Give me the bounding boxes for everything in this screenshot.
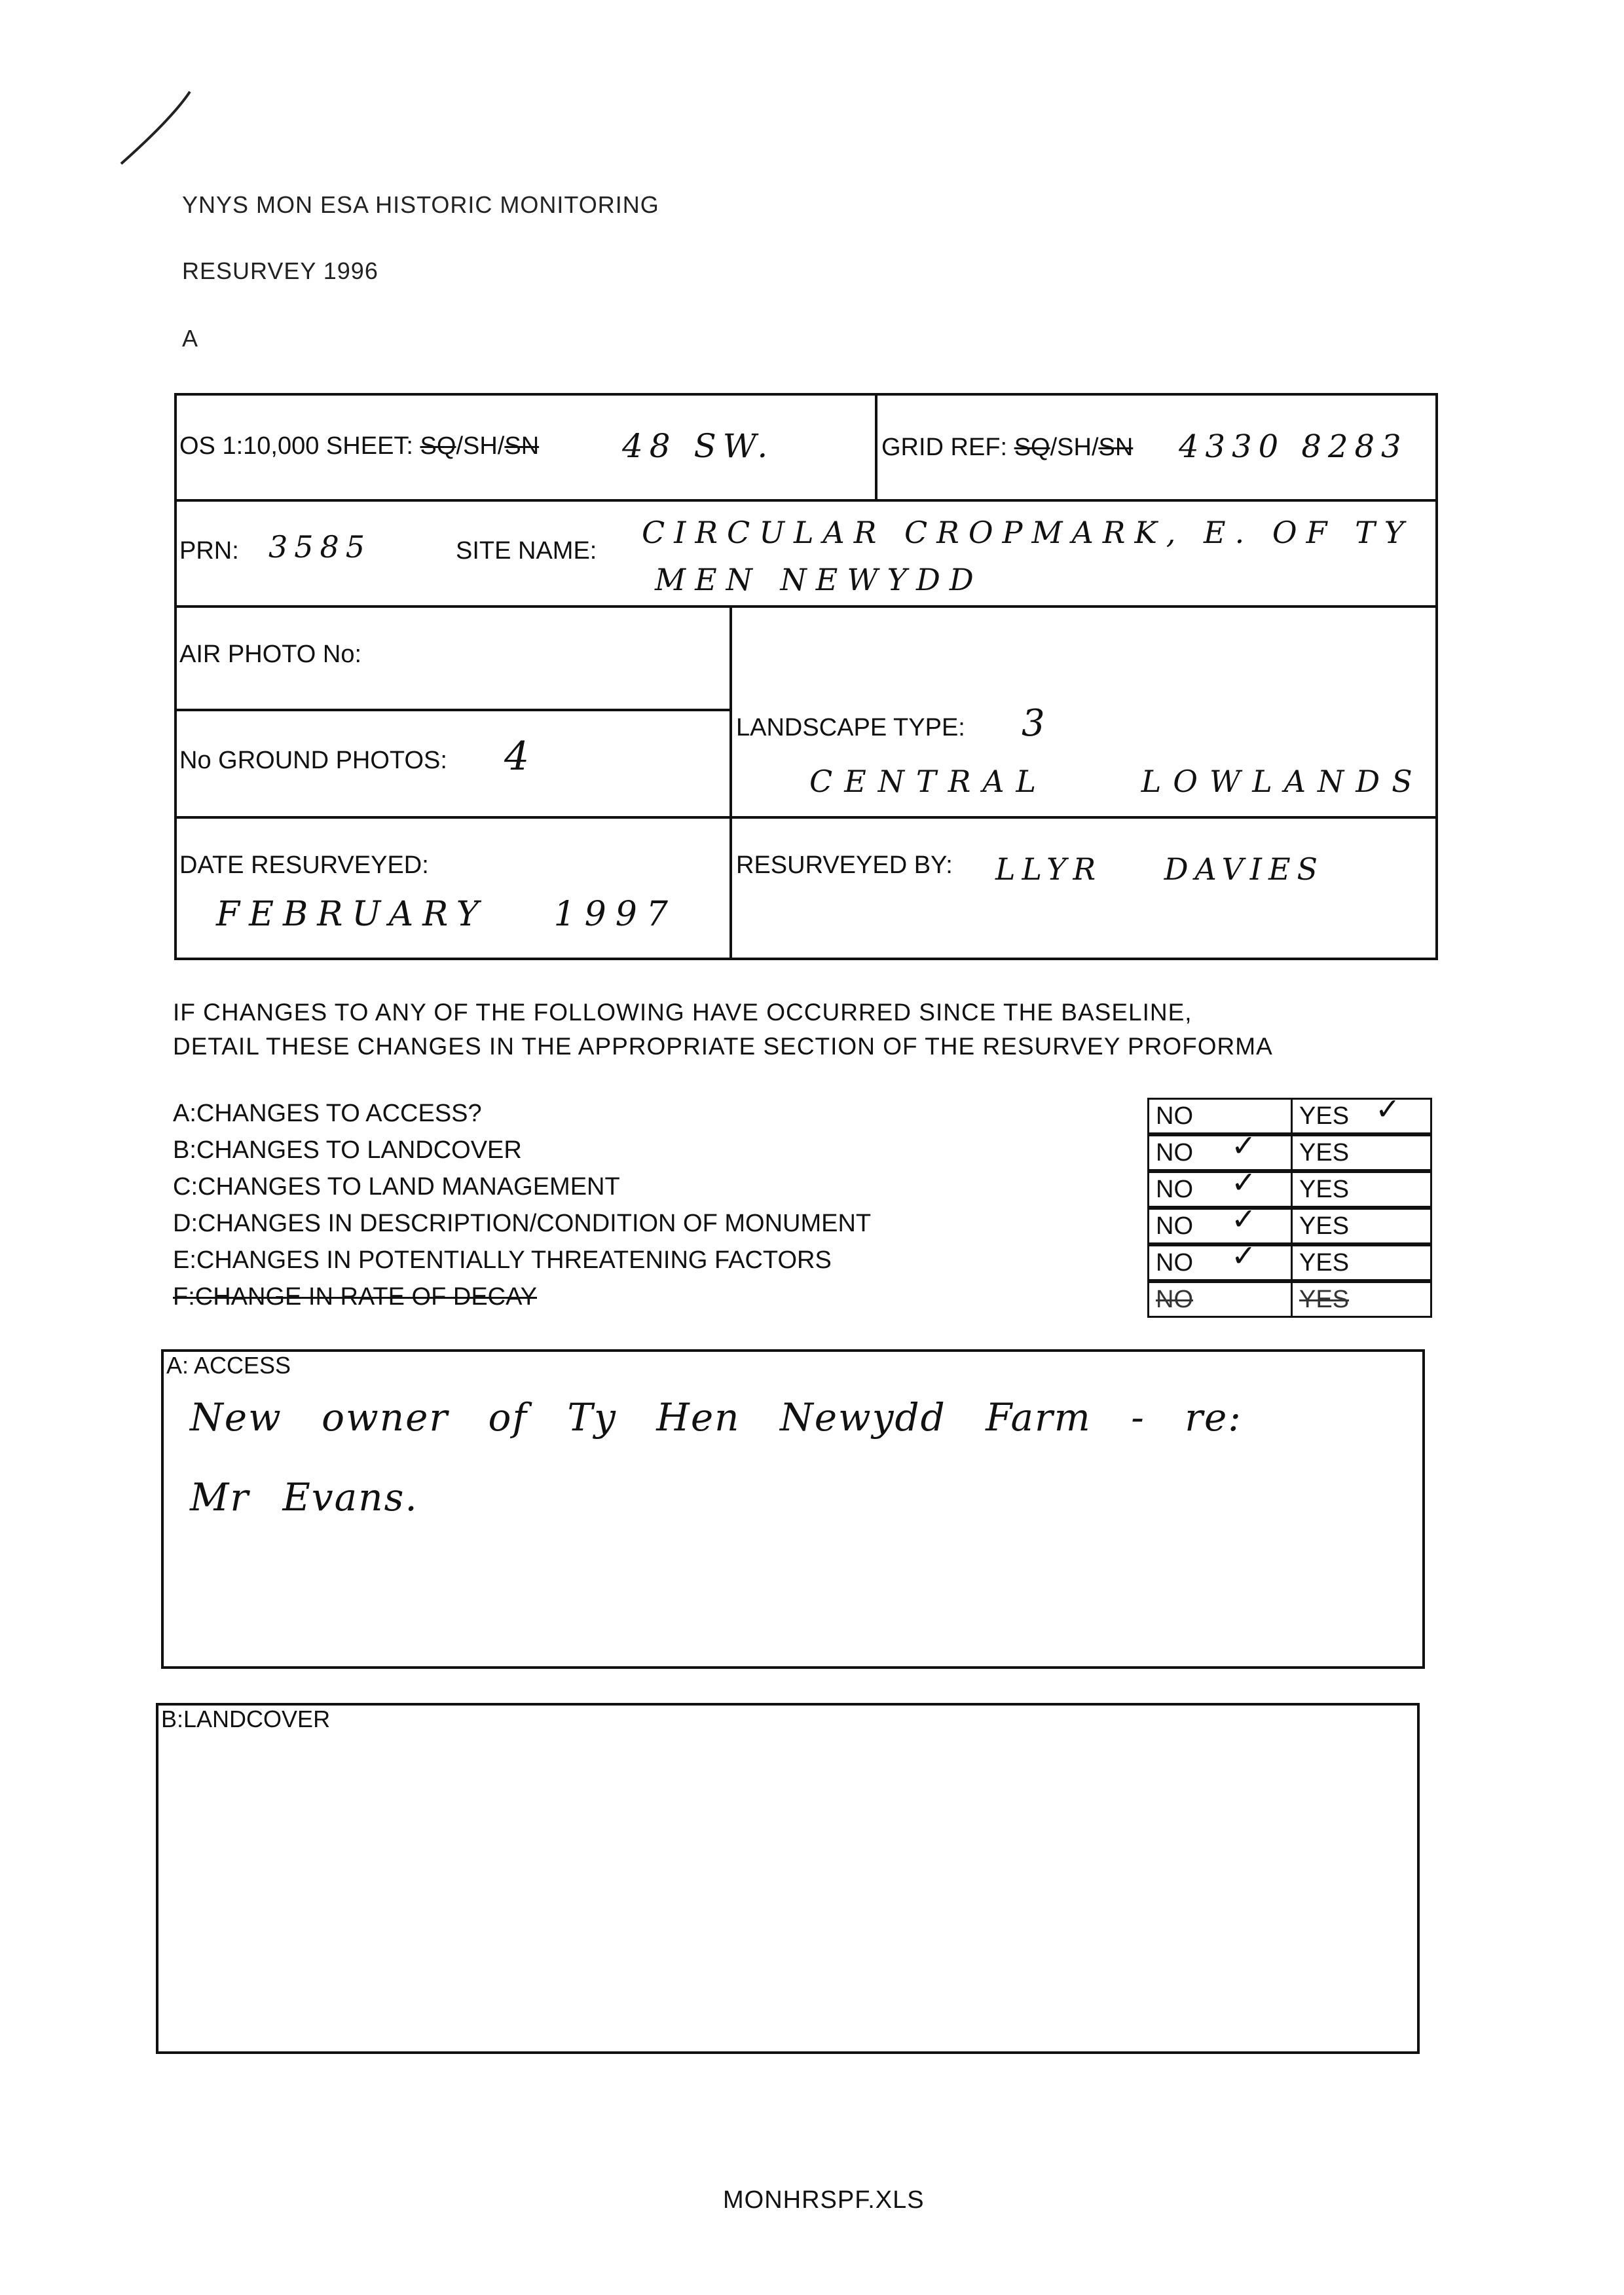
os-sheet-value: 48 SW. xyxy=(622,427,775,465)
instructions-line-1: IF CHANGES TO ANY OF THE FOLLOWING HAVE OCCURRED SINCE THE BASELINE, xyxy=(173,999,1192,1026)
site-name-line-1: CIRCULAR CROPMARK, E. OF TY xyxy=(642,515,1414,550)
change-label-a: A:CHANGES TO ACCESS? xyxy=(173,1100,482,1127)
instructions-line-2: DETAIL THESE CHANGES IN THE APPROPRIATE SECTION OF THE RESURVEY PROFORMA xyxy=(173,1033,1273,1060)
yes-cell-e[interactable]: YES xyxy=(1291,1244,1432,1281)
table-divider xyxy=(174,816,1438,819)
no-cell-f[interactable]: NO xyxy=(1147,1281,1293,1318)
os-sheet-field xyxy=(179,432,539,460)
grid-ref-prefix-struck-2: SN xyxy=(1098,434,1134,461)
tick-mark-icon: ✓ xyxy=(1375,1091,1401,1127)
table-divider xyxy=(729,605,732,960)
change-label-d: D:CHANGES IN DESCRIPTION/CONDITION OF MONUMENT xyxy=(173,1210,872,1237)
resurvey-year: RESURVEY 1996 xyxy=(182,257,378,284)
grid-ref-prefix-struck: SQ xyxy=(1014,434,1050,461)
landscape-type-description: CENTRAL LOWLANDS xyxy=(809,764,1424,799)
pen-stroke-mark xyxy=(111,85,203,170)
access-notes-line-2[interactable]: Mr Evans. xyxy=(190,1475,418,1520)
grid-ref-field xyxy=(881,434,1133,462)
air-photo-label: AIR PHOTO No: xyxy=(179,641,362,668)
yes-cell-a[interactable]: YES xyxy=(1291,1098,1432,1134)
yes-cell-c[interactable]: YES xyxy=(1291,1171,1432,1208)
date-resurveyed-value: FEBRUARY 1997 xyxy=(216,895,677,934)
file-name-footer: MONHRSPF.XLS xyxy=(723,2186,925,2214)
ground-photos-label: No GROUND PHOTOS: xyxy=(179,747,447,774)
date-resurveyed-label: DATE RESURVEYED: xyxy=(179,851,429,879)
change-label-c: C:CHANGES TO LAND MANAGEMENT xyxy=(173,1173,620,1201)
table-divider xyxy=(174,709,729,711)
table-divider xyxy=(174,605,1438,608)
grid-ref-label: GRID REF: xyxy=(881,434,1008,461)
tick-mark-icon: ✓ xyxy=(1231,1128,1257,1163)
change-label-b: B:CHANGES TO LANDCOVER xyxy=(173,1136,522,1164)
grid-ref-prefix-mid: /SH/ xyxy=(1050,434,1099,461)
landscape-type-label: LANDSCAPE TYPE: xyxy=(736,714,965,741)
no-cell-a[interactable]: NO xyxy=(1147,1098,1293,1134)
landcover-section-label: B:LANDCOVER xyxy=(161,1706,331,1732)
resurveyed-by-label: RESURVEYED BY: xyxy=(736,851,953,879)
tick-mark-icon: ✓ xyxy=(1231,1238,1257,1273)
no-cell-c[interactable]: NO xyxy=(1147,1171,1293,1208)
access-notes-line-1[interactable]: New owner of Ty Hen Newydd Farm - re: xyxy=(190,1395,1242,1440)
os-sheet-prefix-struck-2: SN xyxy=(504,432,540,460)
change-label-e: E:CHANGES IN POTENTIALLY THREATENING FACTORS xyxy=(173,1246,832,1274)
form-title: YNYS MON ESA HISTORIC MONITORING xyxy=(182,191,659,218)
site-name-line-2: MEN NEWYDD xyxy=(655,562,983,597)
prn-label: PRN: xyxy=(179,537,239,565)
resurveyed-by-value: LLYR DAVIES xyxy=(995,851,1325,887)
no-cell-e[interactable]: NO xyxy=(1147,1244,1293,1281)
site-name-label: SITE NAME: xyxy=(456,537,597,565)
yes-cell-d[interactable]: YES xyxy=(1291,1208,1432,1244)
access-section-label: A: ACCESS xyxy=(166,1352,291,1379)
no-cell-b[interactable]: NO xyxy=(1147,1134,1293,1171)
ground-photos-value: 4 xyxy=(504,734,536,779)
table-divider xyxy=(174,499,1438,502)
tick-mark-icon: ✓ xyxy=(1231,1165,1257,1200)
no-cell-d[interactable]: NO xyxy=(1147,1208,1293,1244)
os-sheet-prefix-mid: /SH/ xyxy=(456,432,505,460)
landscape-type-value: 3 xyxy=(1022,702,1052,745)
yes-cell-b[interactable]: YES xyxy=(1291,1134,1432,1171)
table-divider xyxy=(875,393,877,499)
tick-mark-icon: ✓ xyxy=(1231,1201,1257,1237)
section-letter: A xyxy=(182,325,199,352)
landcover-section xyxy=(156,1703,1420,2054)
os-sheet-label: OS 1:10,000 SHEET: xyxy=(179,432,413,460)
os-sheet-prefix-struck: SQ xyxy=(420,432,456,460)
yes-cell-f[interactable]: YES xyxy=(1291,1281,1432,1318)
grid-ref-value: 4330 8283 xyxy=(1179,428,1408,465)
change-label-f: F:CHANGE IN RATE OF DECAY xyxy=(173,1283,537,1311)
prn-value: 3585 xyxy=(268,529,372,565)
